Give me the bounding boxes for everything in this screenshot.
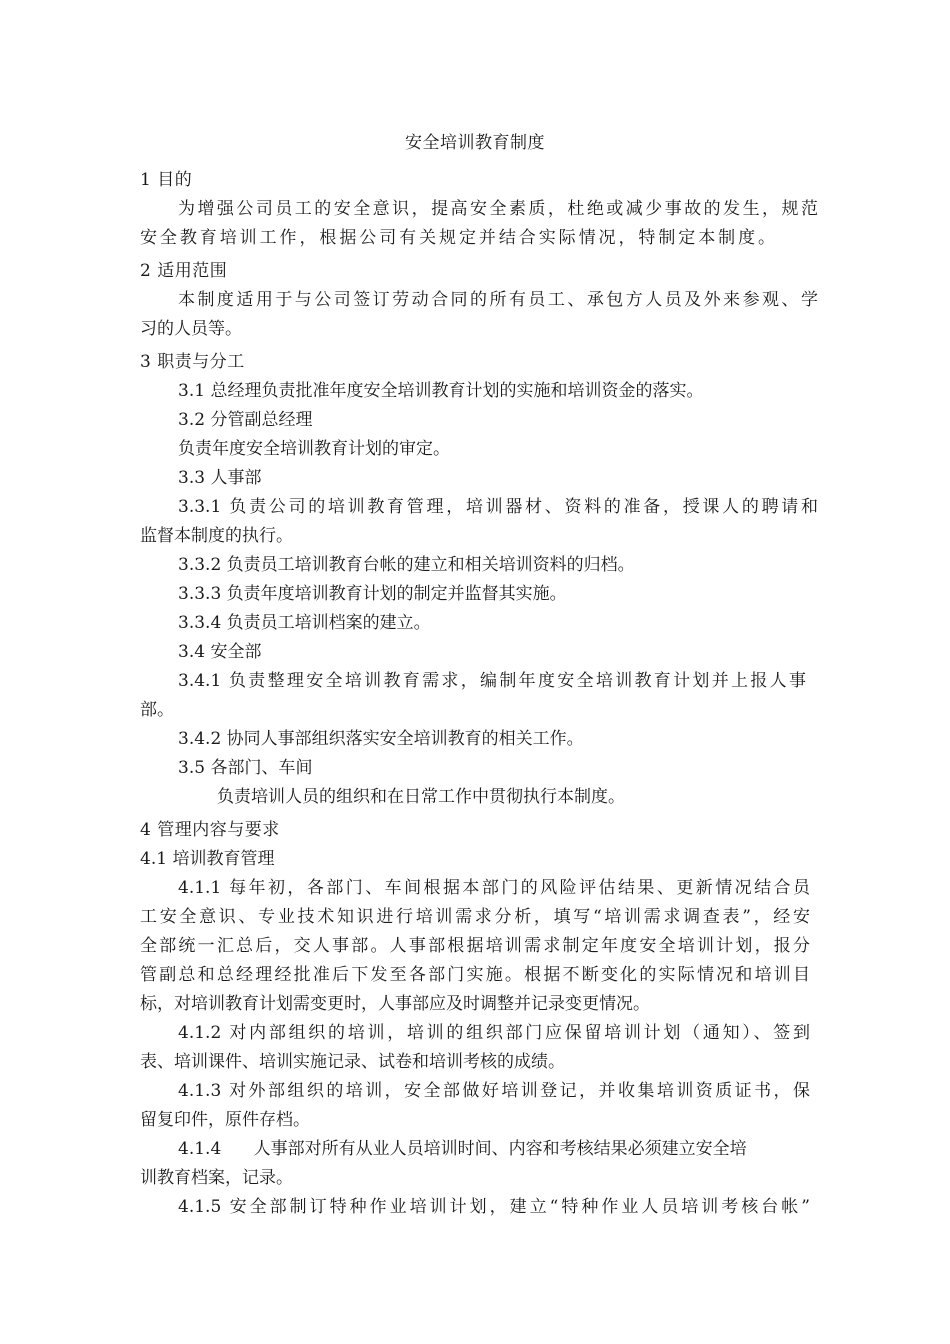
paragraph-line: 安全教育培训工作，根据公司有关规定并结合实际情况，特制定本制度。	[140, 228, 775, 248]
clause-line: 工安全意识、专业技术知识进行培训需求分析，填写“培训需求调查表”，经安	[140, 907, 810, 927]
clause-line: 3.3.3 负责年度培训教育计划的制定并监督其实施。	[178, 584, 567, 604]
clause-line: 3.2 分管副总经理	[178, 410, 313, 430]
clause-line: 4.1.5 安全部制订特种作业培训计划，建立“特种作业人员培训考核台帐”	[178, 1197, 810, 1217]
clause-line: 负责培训人员的组织和在日常工作中贯彻执行本制度。	[217, 787, 625, 807]
section-heading-scope: 2 适用范围	[140, 261, 228, 281]
clause-line: 3.3 人事部	[178, 468, 262, 488]
subsection-heading: 4.1 培训教育管理	[140, 849, 275, 869]
clause-line: 3.5 各部门、车间	[178, 758, 313, 778]
clause-line: 4.1.3 对外部组织的培训，安全部做好培训登记，并收集培训资质证书，保	[178, 1081, 810, 1101]
paragraph-line: 习的人员等。	[140, 319, 242, 339]
paragraph-line: 为增强公司员工的安全意识，提高安全素质，杜绝或减少事故的发生，规范	[178, 199, 818, 219]
clause-line: 4.1.2 对内部组织的培训，培训的组织部门应保留培训计划（通知）、签到	[178, 1023, 810, 1043]
section-heading-purpose: 1 目的	[140, 170, 193, 190]
clause-line: 留复印件，原件存档。	[140, 1110, 310, 1130]
clause-line: 训教育档案，记录。	[140, 1168, 293, 1188]
paragraph-line: 本制度适用于与公司签订劳动合同的所有员工、承包方人员及外来参观、学	[178, 290, 818, 310]
clause-line: 3.4.1 负责整理安全培训教育需求，编制年度安全培训教育计划并上报人事	[178, 671, 806, 691]
section-heading-duties: 3 职责与分工	[140, 352, 245, 372]
clause-line: 标，对培训教育计划需变更时，人事部应及时调整并记录变更情况。	[140, 994, 650, 1014]
clause-line: 4.1.4 人事部对所有从业人员培训时间、内容和考核结果必须建立安全培	[178, 1139, 747, 1159]
section-heading-management: 4 管理内容与要求	[140, 820, 280, 840]
clause-line: 3.1 总经理负责批准年度安全培训教育计划的实施和培训资金的落实。	[178, 381, 704, 401]
clause-line: 表、培训课件、培训实施记录、试卷和培训考核的成绩。	[140, 1052, 565, 1072]
clause-line: 管副总和总经理经批准后下发至各部门实施。根据不断变化的实际情况和培训目	[140, 965, 810, 985]
clause-line: 部。	[140, 700, 174, 720]
clause-line: 监督本制度的执行。	[140, 526, 293, 546]
clause-line: 4.1.1 每年初，各部门、车间根据本部门的风险评估结果、更新情况结合员	[178, 878, 810, 898]
clause-line: 3.4.2 协同人事部组织落实安全培训教育的相关工作。	[178, 729, 584, 749]
clause-line: 负责年度安全培训教育计划的审定。	[178, 439, 450, 459]
clause-line: 全部统一汇总后，交人事部。人事部根据培训需求制定年度安全培训计划，报分	[140, 936, 810, 956]
clause-line: 3.4 安全部	[178, 642, 262, 662]
clause-line: 3.3.2 负责员工培训教育台帐的建立和相关培训资料的归档。	[178, 555, 635, 575]
clause-line: 3.3.1 负责公司的培训教育管理，培训器材、资料的准备，授课人的聘请和	[178, 497, 818, 517]
document-title: 安全培训教育制度	[405, 133, 545, 153]
clause-line: 3.3.4 负责员工培训档案的建立。	[178, 613, 431, 633]
